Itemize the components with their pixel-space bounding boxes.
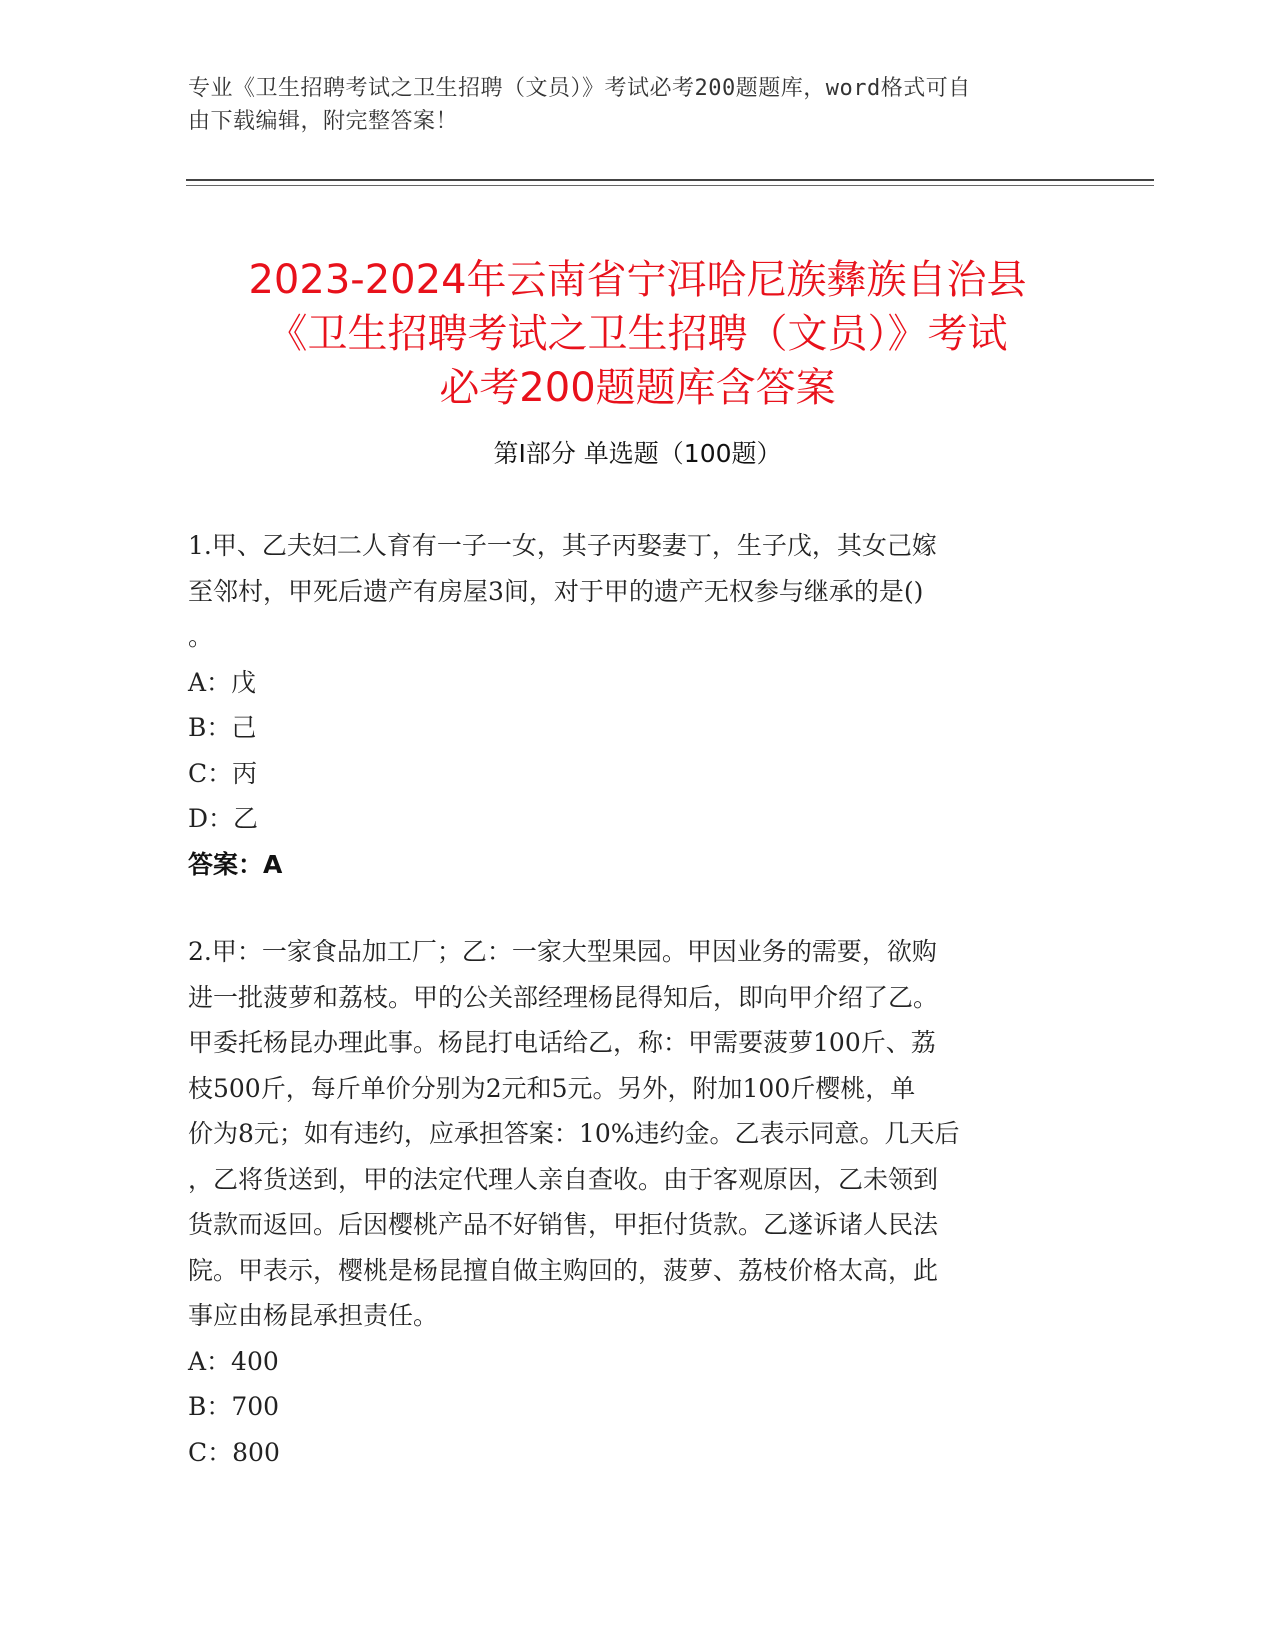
- document-title-line-3: 必考200题题库含答案: [439, 364, 836, 411]
- question-stem-line: 2.甲：一家食品加工厂；乙：一家大型果园。甲因业务的需要，欲购: [188, 937, 937, 966]
- section-heading: 第Ⅰ部分 单选题（100题）: [493, 439, 782, 468]
- option-c: C：800: [188, 1437, 280, 1467]
- question-stem-line: 价为8元；如有违约，应承担答案：10%违约金。乙表示同意。几天后: [188, 1119, 960, 1148]
- question-1: [188, 523, 1068, 887]
- question-stem-line: 院。甲表示，樱桃是杨昆擅自做主购回的，菠萝、荔枝价格太高，此: [188, 1255, 939, 1285]
- document-title-line-1: 2023-2024年云南省宁洱哈尼族彝族自治县: [248, 256, 1027, 303]
- option-a: A：戊: [188, 667, 257, 697]
- question-2: [188, 929, 1068, 1475]
- question-stem-line: 枝500斤，每斤单价分别为2元和5元。另外，附加100斤樱桃，单: [188, 1073, 916, 1103]
- header-divider-thin: [186, 185, 1154, 186]
- option-d: D：乙: [188, 804, 259, 833]
- header-note-line-1: 专业《卫生招聘考试之卫生招聘（文员）》考试必考200题题库，word格式可自: [188, 76, 971, 101]
- document-title: [120, 253, 1155, 415]
- answer-label: 答案：A: [188, 849, 283, 879]
- question-stem-line: 至邻村，甲死后遗产有房屋3间，对于甲的遗产无权参与继承的是(): [188, 576, 924, 606]
- question-stem-line: 货款而返回。后因樱桃产品不好销售，甲拒付货款。乙遂诉诸人民法: [188, 1210, 939, 1239]
- header-divider-thick: [186, 179, 1154, 181]
- question-stem-line: ，乙将货送到，甲的法定代理人亲自查收。由于客观原因，乙未领到: [188, 1164, 939, 1194]
- header-note-line-2: 由下载编辑，附完整答案！: [188, 109, 459, 134]
- option-a: A：400: [188, 1346, 279, 1376]
- question-stem-line: 。: [188, 622, 214, 651]
- option-c: C：丙: [188, 758, 258, 788]
- question-stem-line: 进一批菠萝和荔枝。甲的公关部经理杨昆得知后，即向甲介绍了乙。: [188, 982, 939, 1012]
- question-stem-line: 1.甲、乙夫妇二人育有一子一女，其子丙娶妻丁，生子戊，其女己嫁: [188, 531, 937, 560]
- question-stem-line: 甲委托杨昆办理此事。杨昆打电话给乙，称：甲需要菠萝100斤、荔: [188, 1028, 936, 1057]
- option-b: B：700: [188, 1392, 280, 1421]
- header-note: [188, 72, 1068, 138]
- document-title-line-2: 《卫生招聘考试之卫生招聘（文员）》考试: [267, 310, 1008, 357]
- question-stem-line: 事应由杨昆承担责任。: [188, 1301, 439, 1330]
- option-b: B：己: [188, 713, 257, 742]
